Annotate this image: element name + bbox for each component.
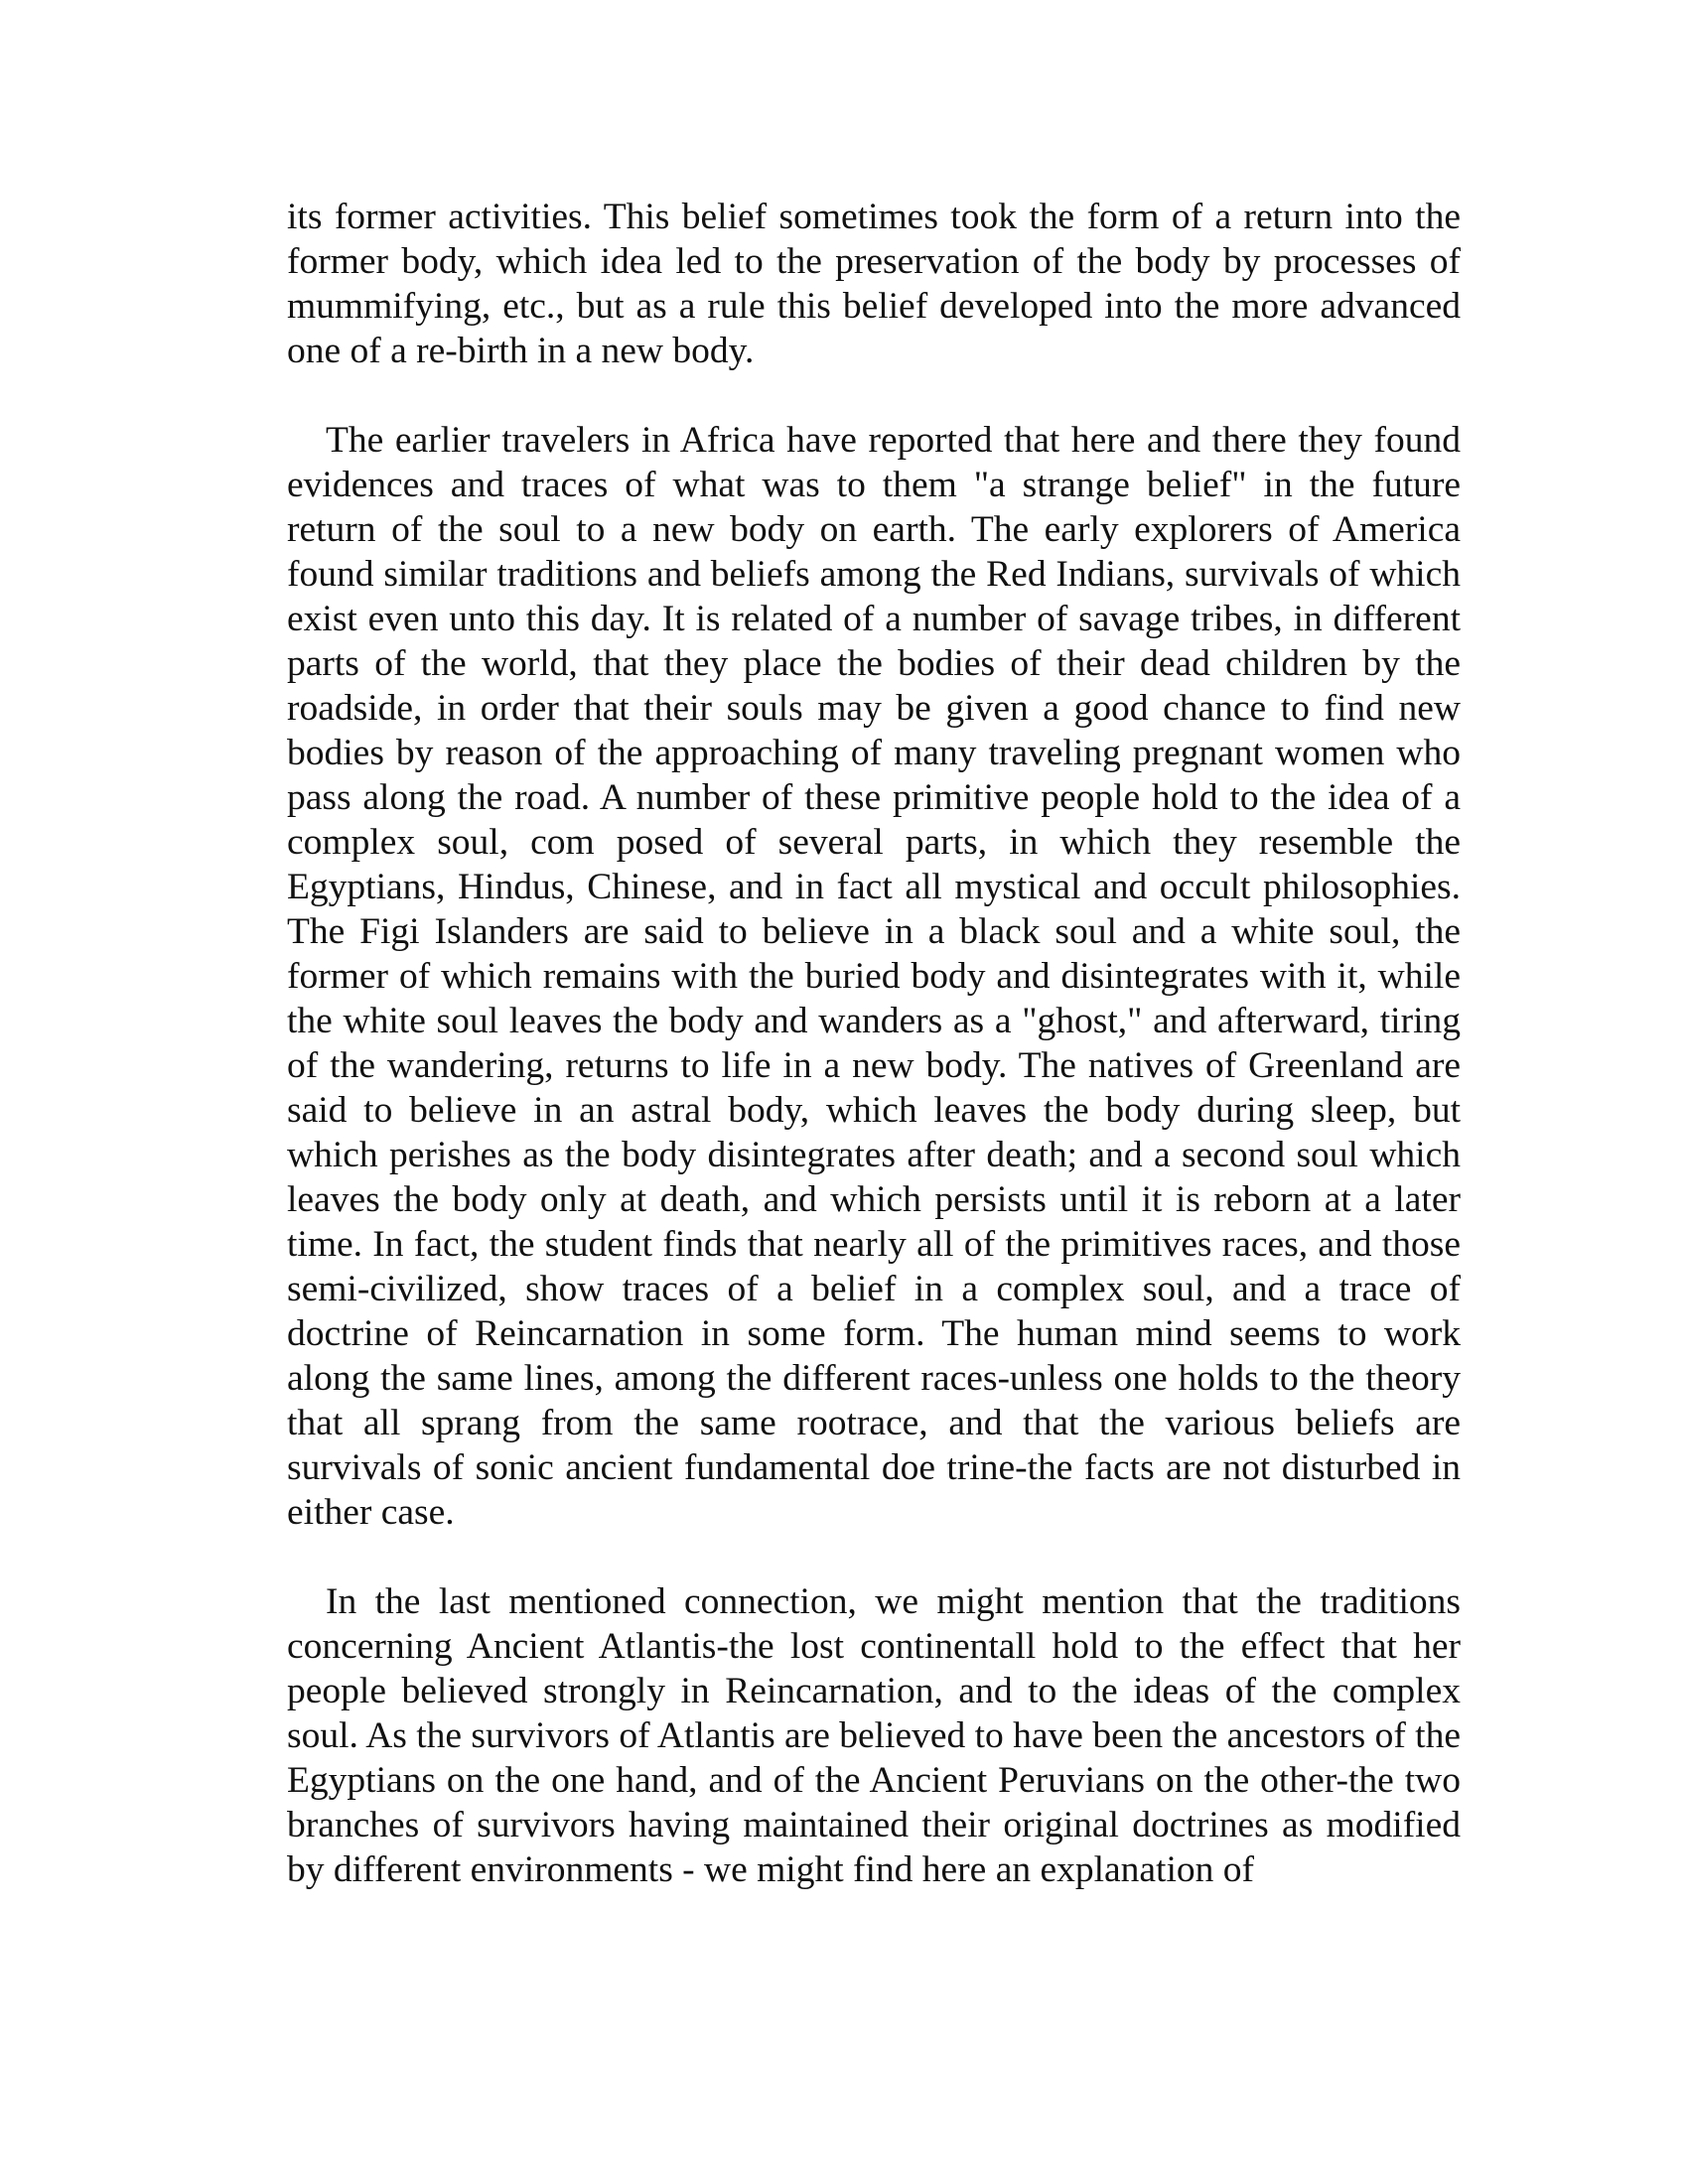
document-page xyxy=(287,195,1461,1937)
paragraph-continuation: its former activities. This belief sometimes took the form of a return into the former body, which idea led to the preservation of the body by processes of mummifying, etc., but as a rule this belief developed into the more advanced one of a re-birth in a new body. xyxy=(287,197,1461,371)
paragraph-africa-travelers: The earlier travelers in Africa have reported that here and there they found evidences and traces of what was to them "a strange belief" in the future return of the soul to a new body on earth. The early explorers of America found similar traditions and beliefs among the Red Indians, survivals of which exist even unto this day. It is related of a number of savage tribes, in different parts of the world, that they place the bodies of their dead children by the roadside, in order that their souls may be given a good chance to find new bodies by reason of the approaching of many traveling pregnant women who pass along the road. A number of these primitive people hold to the idea of a complex soul, com posed of several parts, in which they resemble the Egyptians, Hindus, Chinese, and in fact all mystical and occult philosophies. The Figi Islanders are said to believe in a black soul and a white soul, the former of which remains with the buried body and disintegrates with it, while the white soul leaves the body and wanders as a "ghost," and afterward, tiring of the wandering, returns to life in a new body. The natives of Greenland are said to believe in an astral body, which leaves the body during sleep, but which perishes as the body disintegrates after death; and a second soul which leaves the body only at death, and which persists until it is reborn at a later time. In fact, the student finds that nearly all of the primitives races, and those semi-civilized, show traces of a belief in a complex soul, and a trace of doctrine of Reincarnation in some form. The human mind seems to work along the same lines, among the different races-unless one holds to the theory that all sprang from the same rootrace, and that the various beliefs are survivals of sonic ancient fundamental doe trine-the facts are not disturbed in either case. xyxy=(287,420,1461,1533)
paragraph-atlantis: In the last mentioned connection, we might mention that the traditions concerning Ancient Atlantis-the lost continentall hold to the effect that her people believed strongly in Reincarnation, and to the ideas of the complex soul. As the survivors of Atlantis are believed to have been the ancestors of the Egyptians on the one hand, and of the Ancient Peruvians on the other-the two branches of survivors having maintained their original doctrines as modified by different environments - we might find here an explanation of xyxy=(287,1581,1461,1890)
